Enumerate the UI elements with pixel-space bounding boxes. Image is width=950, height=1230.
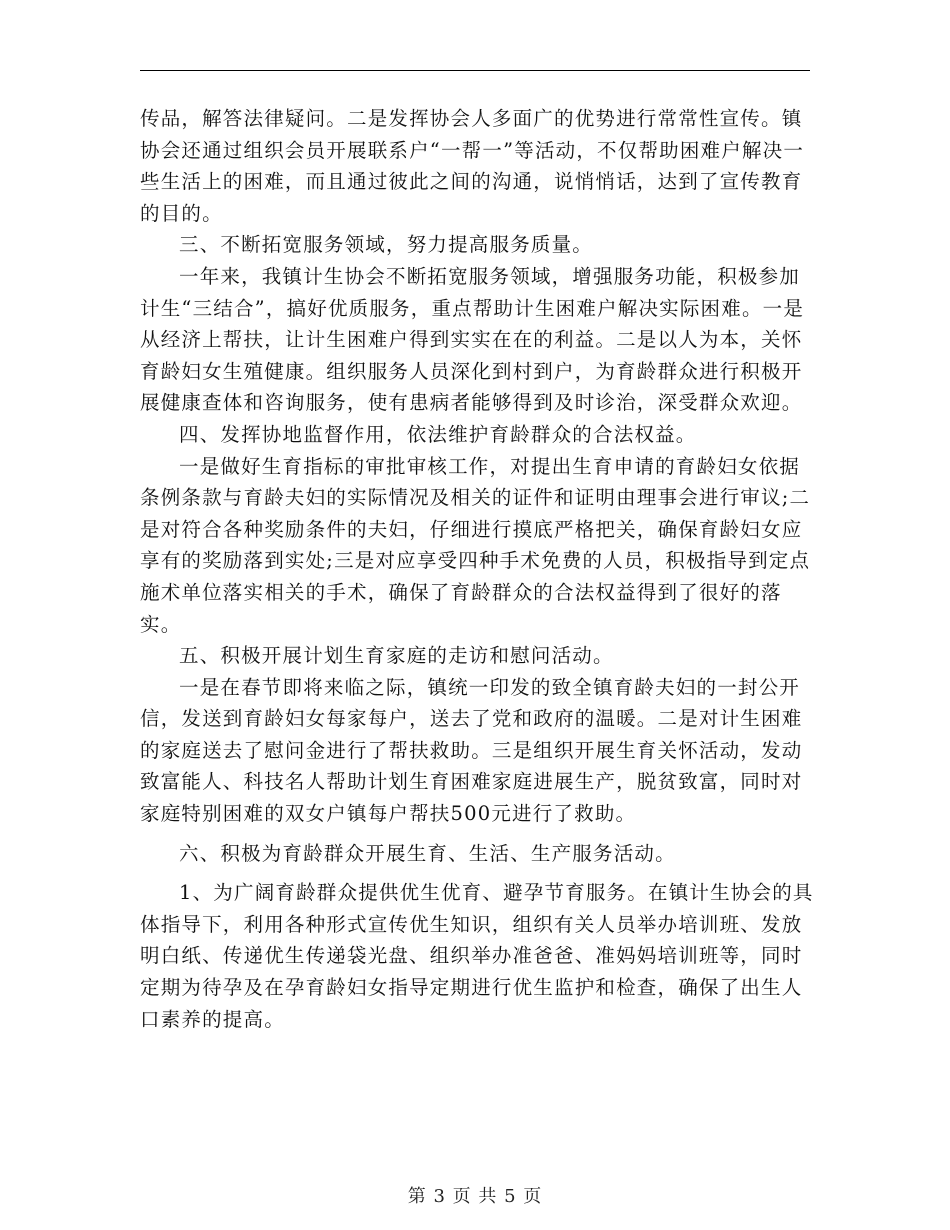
paragraph-1: 传品，解答法律疑问。二是发挥协会人多面广的优势进行常常性宣传。镇协会还通过组织会员开展联系户“一帮一”等活动，不仅帮助困难户解决一些生活上的困难，而且通过彼此之间的沟通，说悄悄话，达到了宣传教育的目的。: [140, 107, 805, 225]
page-footer: [0, 1182, 950, 1208]
page-number: 第 3 页 共 5 页: [407, 1186, 543, 1207]
section-heading-5: 五、积极开展计划生育家庭的走访和慰问活动。: [179, 644, 614, 668]
section-heading-6: 六、积极为育龄群众开展生育、生活、生产服务活动。: [179, 841, 676, 865]
document-body: [140, 103, 820, 1035]
header-rule: [140, 70, 810, 71]
section-heading-3: 三、不断拓宽服务领域，努力提高服务质量。: [179, 233, 594, 257]
paragraph-5: 一是做好生育指标的审批审核工作，对提出生育申请的育龄妇女依据条例条款与育龄夫妇的实际情况及相关的证件和证明由理事会进行审议;二是对符合各种奖励条件的夫妇，仔细进行摸底严格把关，确保育龄妇女应享有的奖励落到实处;三是对应享受四种手术免费的人员，积极指导到定点施术单位落实相关的手术，确保了育龄群众的合法权益得到了很好的落实。: [140, 454, 811, 636]
paragraph-3: 一年来，我镇计生协会不断拓宽服务领域，增强服务功能，积极参加计生“三结合”，搞好优质服务，重点帮助计生困难户解决实际困难。一是从经济上帮扶，让计生困难户得到实实在在的利益。二是以人为本，关怀育龄妇女生殖健康。组织服务人员深化到村到户，为育龄群众进行积极开展健康查体和咨询服务，使有患病者能够得到及时诊治，深受群众欢迎。: [140, 264, 805, 415]
paragraph-9: 1、为广阔育龄群众提供优生优育、避孕节育服务。在镇计生协会的具体指导下，利用各种形式宣传优生知识，组织有关人员举办培训班、发放明白纸、传递优生传递袋光盘、组织举办准爸爸、准妈妈培训班等，同时定期为待孕及在孕育龄妇女指导定期进行优生监护和检查，确保了出生人口素养的提高。: [140, 881, 814, 1031]
section-heading-4: 四、发挥协地监督作用，依法维护育龄群众的合法权益。: [179, 422, 697, 446]
paragraph-7: 一是在春节即将来临之际，镇统一印发的致全镇育龄夫妇的一封公开信，发送到育龄妇女每家每户，送去了党和政府的温暖。二是对计生困难的家庭送去了慰问金进行了帮扶救助。三是组织开展生育关怀活动，发动致富能人、科技名人帮助计划生育困难家庭进展生产，脱贫致富，同时对家庭特别困难的双女户镇每户帮扶500元进行了救助。: [140, 675, 803, 826]
